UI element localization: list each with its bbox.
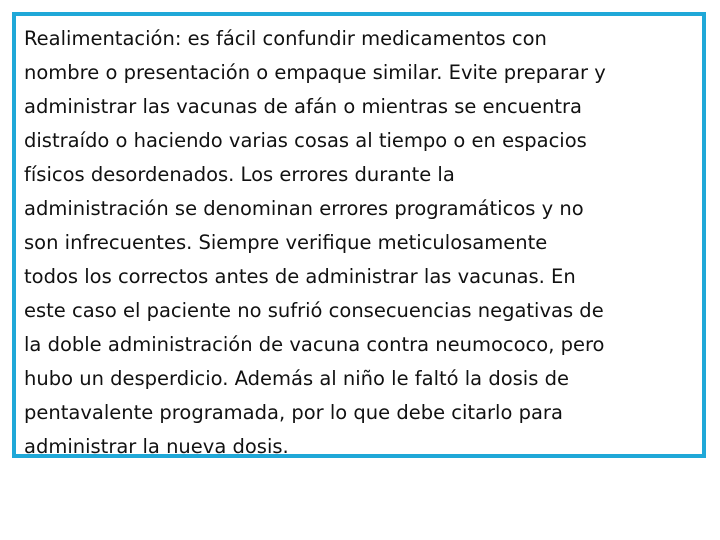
feedback-box — [12, 12, 706, 458]
feedback-text: Realimentación: es fácil confundir medicamentos con nombre o presentación o empaque similar. Evite preparar y administrar las vacunas de afán o mientras se encuentra distraído o haciendo varias cosas al tiempo o en espacios físicos desordenados. Los errores durante la administración se denominan errores programáticos y no son infrecuentes. Siempre verifique meticulosamente todos los correctos antes de administrar las vacunas. En este caso el paciente no sufrió consecuencias negativas de la doble administración de vacuna contra neumococo, pero hubo un desperdicio. Además al niño le faltó la dosis de pentavalente programada, por lo que debe citarlo para administrar la nueva dosis. — [24, 27, 606, 458]
